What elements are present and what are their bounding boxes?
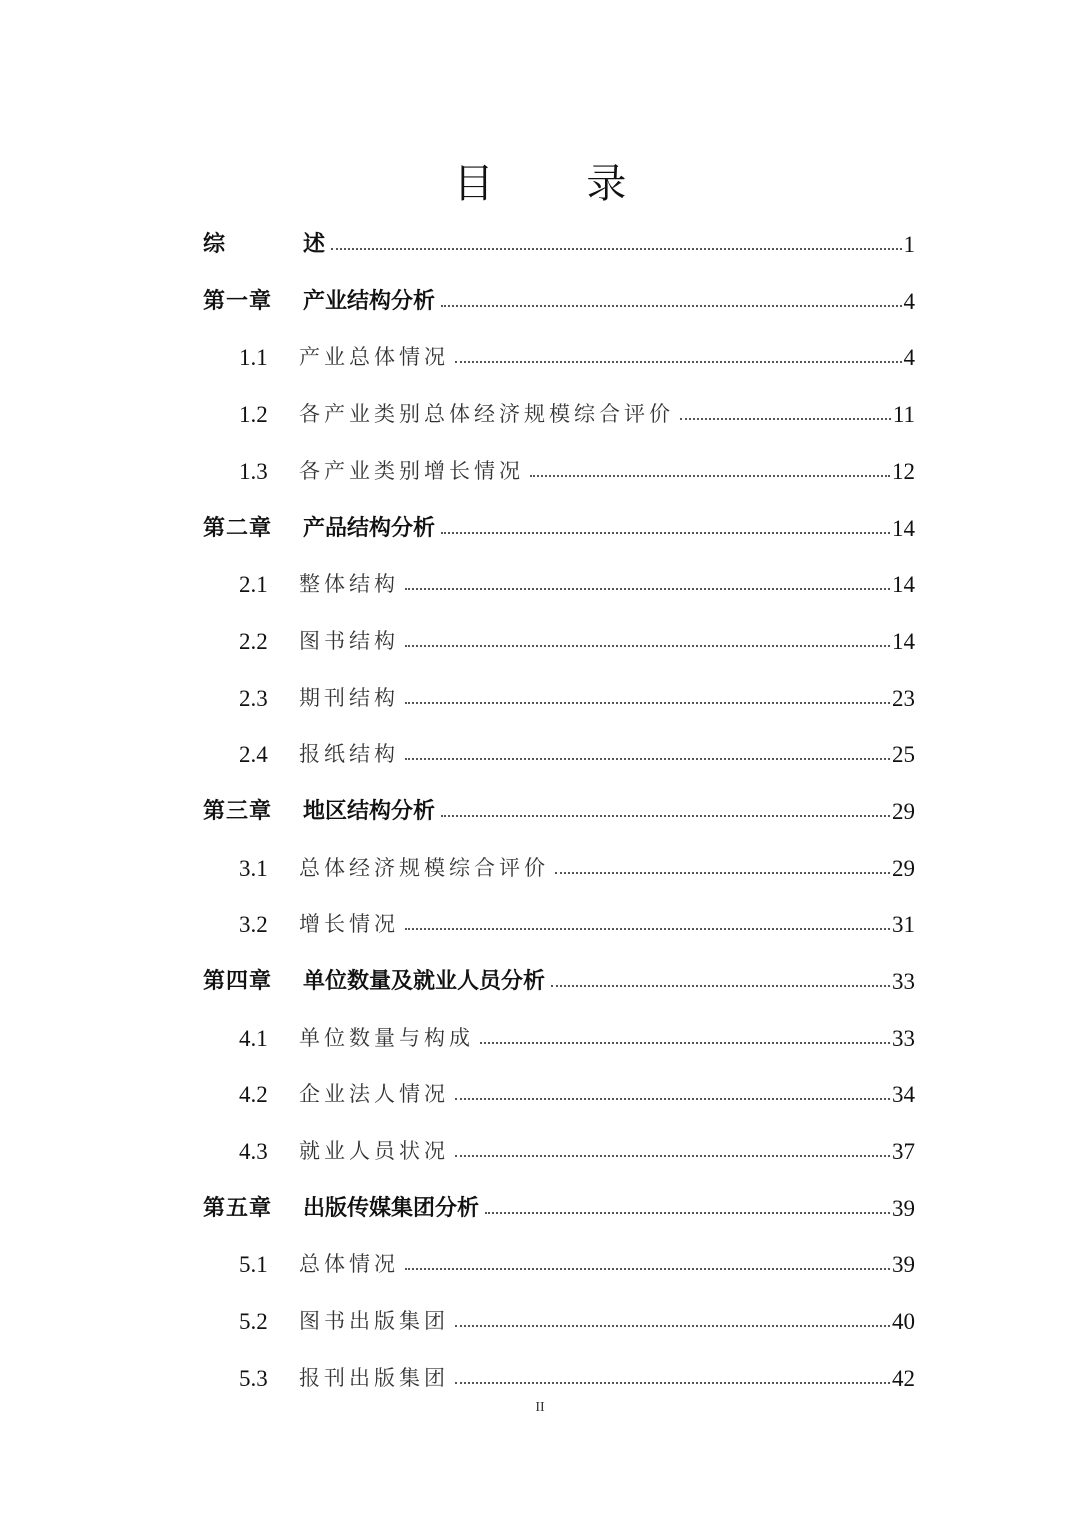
- entry-number: 5.3: [239, 1366, 268, 1391]
- entry-number: 5.1: [239, 1252, 268, 1277]
- entry-title: 总体经济规模综合评价: [299, 856, 549, 880]
- dot-leader: [331, 248, 901, 250]
- toc-section-entry[interactable]: [203, 1238, 915, 1278]
- entry-page-number: 39: [892, 1196, 915, 1221]
- toc-section-entry[interactable]: [203, 1352, 915, 1392]
- entry-number: 2.2: [239, 629, 268, 654]
- entry-title: 增长情况: [299, 912, 399, 936]
- entry-page-number: 25: [892, 742, 915, 767]
- entry-title: 各产业类别增长情况: [299, 459, 524, 483]
- entry-title: 地区结构分析: [303, 799, 436, 824]
- entry-number: 4.1: [239, 1026, 268, 1051]
- entry-number: 4.2: [239, 1082, 268, 1107]
- entry-title: 产品结构分析: [303, 516, 436, 541]
- entry-page-number: 37: [892, 1139, 915, 1164]
- entry-page-number: 1: [903, 232, 915, 257]
- toc-section-entry[interactable]: [203, 1295, 915, 1335]
- entry-page-number: 33: [892, 969, 915, 994]
- entry-page-number: 33: [892, 1026, 915, 1051]
- dot-leader: [405, 645, 890, 647]
- dot-leader: [441, 532, 890, 534]
- toc-chapter-entry[interactable]: [203, 785, 915, 825]
- dot-leader: [405, 1268, 890, 1270]
- page-number: II: [535, 1400, 545, 1415]
- entry-page-number: 34: [892, 1082, 915, 1107]
- toc-intro-entry[interactable]: [203, 218, 915, 258]
- entry-title: 各产业类别总体经济规模综合评价: [299, 402, 674, 426]
- entry-number: 第四章: [203, 969, 273, 994]
- toc-section-entry[interactable]: [203, 1068, 915, 1108]
- entry-title: 期刊结构: [299, 686, 399, 710]
- entry-title: 图书结构: [299, 629, 399, 653]
- entry-title: 产业结构分析: [303, 289, 436, 314]
- dot-leader: [455, 361, 902, 363]
- entry-title: 单位数量及就业人员分析: [303, 969, 546, 994]
- toc-chapter-entry[interactable]: [203, 1182, 915, 1222]
- entry-number: 第二章: [203, 516, 273, 541]
- entry-number: 1.2: [239, 402, 268, 427]
- entry-number: 5.2: [239, 1309, 268, 1334]
- dot-leader: [405, 928, 890, 930]
- entry-page-number: 4: [903, 289, 915, 314]
- dot-leader: [480, 1042, 890, 1044]
- entry-title: 总体情况: [299, 1252, 399, 1276]
- dot-leader: [455, 1155, 890, 1157]
- dot-leader: [441, 815, 890, 817]
- entry-title: 整体结构: [299, 572, 399, 596]
- entry-page-number: 14: [892, 629, 915, 654]
- page-title: 目 录: [453, 161, 667, 207]
- entry-page-number: 40: [892, 1309, 915, 1334]
- entry-number: 4.3: [239, 1139, 268, 1164]
- toc-section-entry[interactable]: [203, 331, 915, 371]
- entry-number: 1.3: [239, 459, 268, 484]
- dot-leader: [405, 758, 890, 760]
- dot-leader: [441, 305, 901, 307]
- entry-page-number: 14: [892, 572, 915, 597]
- toc-chapter-entry[interactable]: [203, 275, 915, 315]
- entry-number: 2.4: [239, 742, 268, 767]
- entry-title: 出版传媒集团分析: [303, 1196, 480, 1221]
- toc-section-entry[interactable]: [203, 728, 915, 768]
- dot-leader: [455, 1325, 890, 1327]
- dot-leader: [555, 872, 890, 874]
- entry-title: 就业人员状况: [299, 1139, 449, 1163]
- entry-number: 2.1: [239, 572, 268, 597]
- toc-section-entry[interactable]: [203, 1012, 915, 1052]
- entry-page-number: 23: [892, 686, 915, 711]
- entry-title: 述: [303, 232, 326, 257]
- toc-section-entry[interactable]: [203, 842, 915, 882]
- entry-title: 产业总体情况: [299, 345, 449, 369]
- entry-page-number: 11: [892, 402, 915, 427]
- toc-section-entry[interactable]: [203, 445, 915, 485]
- entry-page-number: 12: [892, 459, 915, 484]
- entry-title: 图书出版集团: [299, 1309, 449, 1333]
- toc-chapter-entry[interactable]: [203, 955, 915, 995]
- dot-leader: [530, 475, 890, 477]
- toc-section-entry[interactable]: [203, 615, 915, 655]
- entry-page-number: 31: [892, 912, 915, 937]
- entry-page-number: 29: [892, 799, 915, 824]
- dot-leader: [485, 1212, 890, 1214]
- entry-number: 综: [203, 232, 226, 257]
- entry-number: 2.3: [239, 686, 268, 711]
- toc-section-entry[interactable]: [203, 388, 915, 428]
- entry-page-number: 14: [892, 516, 915, 541]
- dot-leader: [405, 702, 890, 704]
- toc-section-entry[interactable]: [203, 558, 915, 598]
- toc-section-entry[interactable]: [203, 1125, 915, 1165]
- entry-number: 1.1: [239, 345, 268, 370]
- dot-leader: [455, 1098, 890, 1100]
- entry-page-number: 4: [903, 345, 915, 370]
- entry-title: 报刊出版集团: [299, 1366, 449, 1390]
- dot-leader: [455, 1382, 890, 1384]
- entry-number: 3.1: [239, 856, 268, 881]
- dot-leader: [405, 588, 890, 590]
- toc-chapter-entry[interactable]: [203, 502, 915, 542]
- entry-number: 3.2: [239, 912, 268, 937]
- entry-title: 报纸结构: [299, 742, 399, 766]
- toc-section-entry[interactable]: [203, 672, 915, 712]
- toc-section-entry[interactable]: [203, 898, 915, 938]
- entry-page-number: 42: [892, 1366, 915, 1391]
- dot-leader: [680, 418, 891, 420]
- entry-page-number: 39: [892, 1252, 915, 1277]
- entry-title: 企业法人情况: [299, 1082, 449, 1106]
- entry-page-number: 29: [892, 856, 915, 881]
- entry-number: 第五章: [203, 1196, 273, 1221]
- entry-number: 第三章: [203, 799, 273, 824]
- entry-title: 单位数量与构成: [299, 1026, 474, 1050]
- dot-leader: [551, 985, 890, 987]
- entry-number: 第一章: [203, 289, 273, 314]
